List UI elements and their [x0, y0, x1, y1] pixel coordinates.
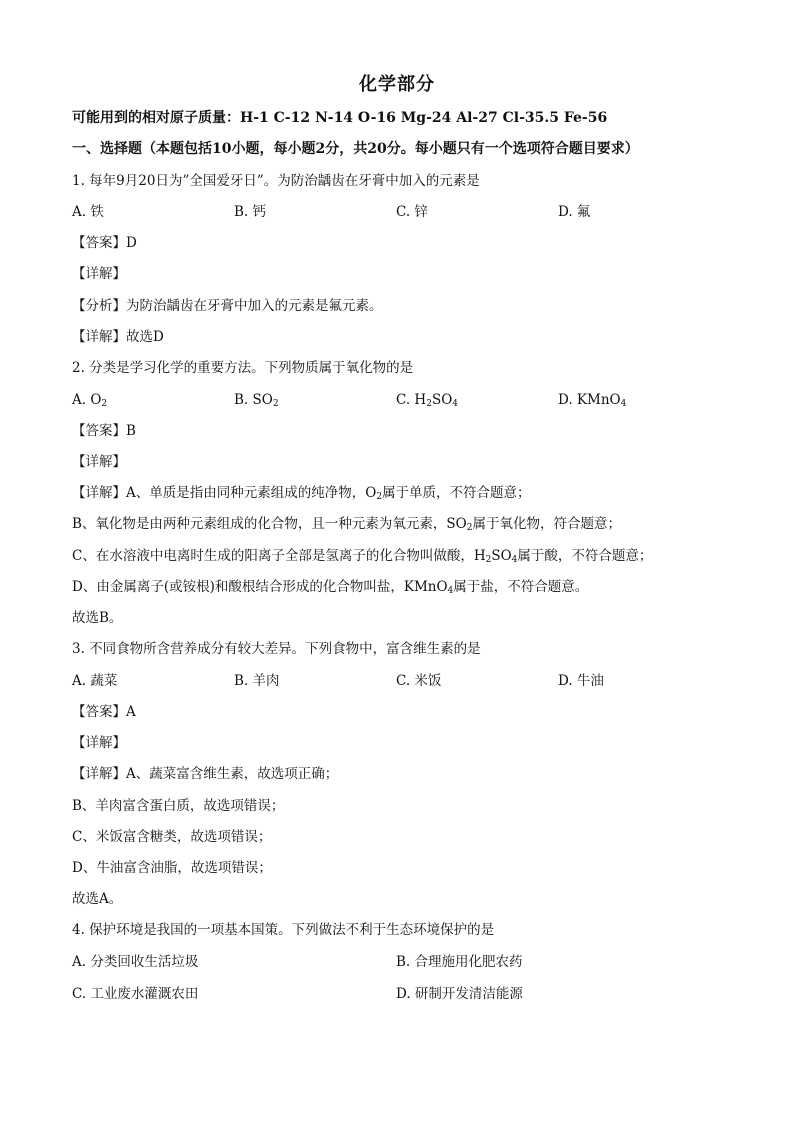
- analysis-1: 【分析】为防治龋齿在牙膏中加入的元素是氟元素。: [72, 298, 383, 314]
- detail-3-c: C、米饭富含糖类，故选项错误；: [72, 829, 272, 845]
- section-heading: 一、选择题（本题包括10小题，每小题2分，共20分。每小题只有一个选项符合题目要求）: [72, 141, 639, 157]
- option-b: B. 钙: [234, 204, 267, 220]
- detail-heading-1: 【详解】: [72, 266, 126, 282]
- option-d: D. 研制开发清洁能源: [396, 986, 523, 1002]
- question-1-options: [72, 202, 732, 222]
- option-c: C. 锌: [396, 204, 428, 220]
- detail-3-b: B、羊肉富含蛋白质，故选项错误；: [72, 798, 285, 814]
- detail-1: 【详解】故选D: [72, 329, 164, 345]
- detail-heading-3: 【详解】: [72, 735, 126, 751]
- question-2-stem: 2. 分类是学习化学的重要方法。下列物质属于氧化物的是: [72, 360, 414, 376]
- option-d: D. KMnO$_4$: [558, 392, 627, 409]
- conclusion-3: 故选A。: [72, 891, 123, 907]
- option-d: D. 氟: [558, 204, 591, 220]
- option-a: A. 蔬菜: [72, 673, 118, 689]
- option-b: B. $SO_2$: [234, 392, 279, 409]
- detail-2-d: D、由金属离子(或铵根)和酸根结合形成的化合物叫盐，KMnO$_4$属于盐，不符合题意。: [72, 579, 589, 596]
- atomic-masses-line: 可能用到的相对原子质量：H-1 C-12 N-14 O-16 Mg-24 Al-27 Cl-35.5 Fe-56: [72, 110, 608, 126]
- answer-3: 【答案】A: [72, 704, 136, 720]
- option-c: C. 工业废水灌溉农田: [72, 986, 199, 1002]
- question-2-options: [72, 390, 732, 410]
- option-b: B. 羊肉: [234, 673, 280, 689]
- conclusion-2: 故选B。: [72, 610, 123, 626]
- question-3-options: [72, 671, 732, 691]
- detail-3-d: D、牛油富含油脂，故选项错误；: [72, 860, 272, 876]
- question-4-options-row-1: [72, 952, 732, 972]
- detail-2-b: B、氧化物是由两种元素组成的化合物，且一种元素为氧元素，$SO_2$属于氧化物，符合题意；: [72, 516, 621, 533]
- detail-2-c: C、在水溶液中电离时生成的阳离子全部是氢离子的化合物叫做酸，$H_2SO_4$属于酸，不符合题意；: [72, 548, 653, 565]
- page-title: 化学部分: [359, 74, 435, 95]
- answer-1: 【答案】D: [72, 235, 137, 251]
- detail-heading-2: 【详解】: [72, 454, 126, 470]
- question-3-stem: 3. 不同食物所含营养成分有较大差异。下列食物中，富含维生素的是: [72, 641, 481, 657]
- option-b: B. 合理施用化肥农药: [396, 954, 523, 970]
- answer-2: 【答案】B: [72, 423, 136, 439]
- question-4-stem: 4. 保护环境是我国的一项基本国策。下列做法不利于生态环境保护的是: [72, 922, 495, 938]
- option-a: A. 分类回收生活垃圾: [72, 954, 199, 970]
- question-4-options-row-2: [72, 984, 732, 1004]
- option-a: A. 铁: [72, 204, 104, 220]
- option-c: C. 米饭: [396, 673, 442, 689]
- option-a: A. $O_2$: [72, 392, 108, 409]
- option-c: C. $H_2SO_4$: [396, 392, 459, 409]
- option-d: D. 牛油: [558, 673, 604, 689]
- detail-3-a: 【详解】A、蔬菜富含维生素，故选项正确；: [72, 766, 339, 782]
- question-1-stem: 1. 每年9月20日为”全国爱牙日”。为防治龋齿在牙膏中加入的元素是: [72, 173, 480, 189]
- detail-2-a: 【详解】A、单质是指由同种元素组成的纯净物，$O_2$属于单质，不符合题意；: [72, 485, 531, 502]
